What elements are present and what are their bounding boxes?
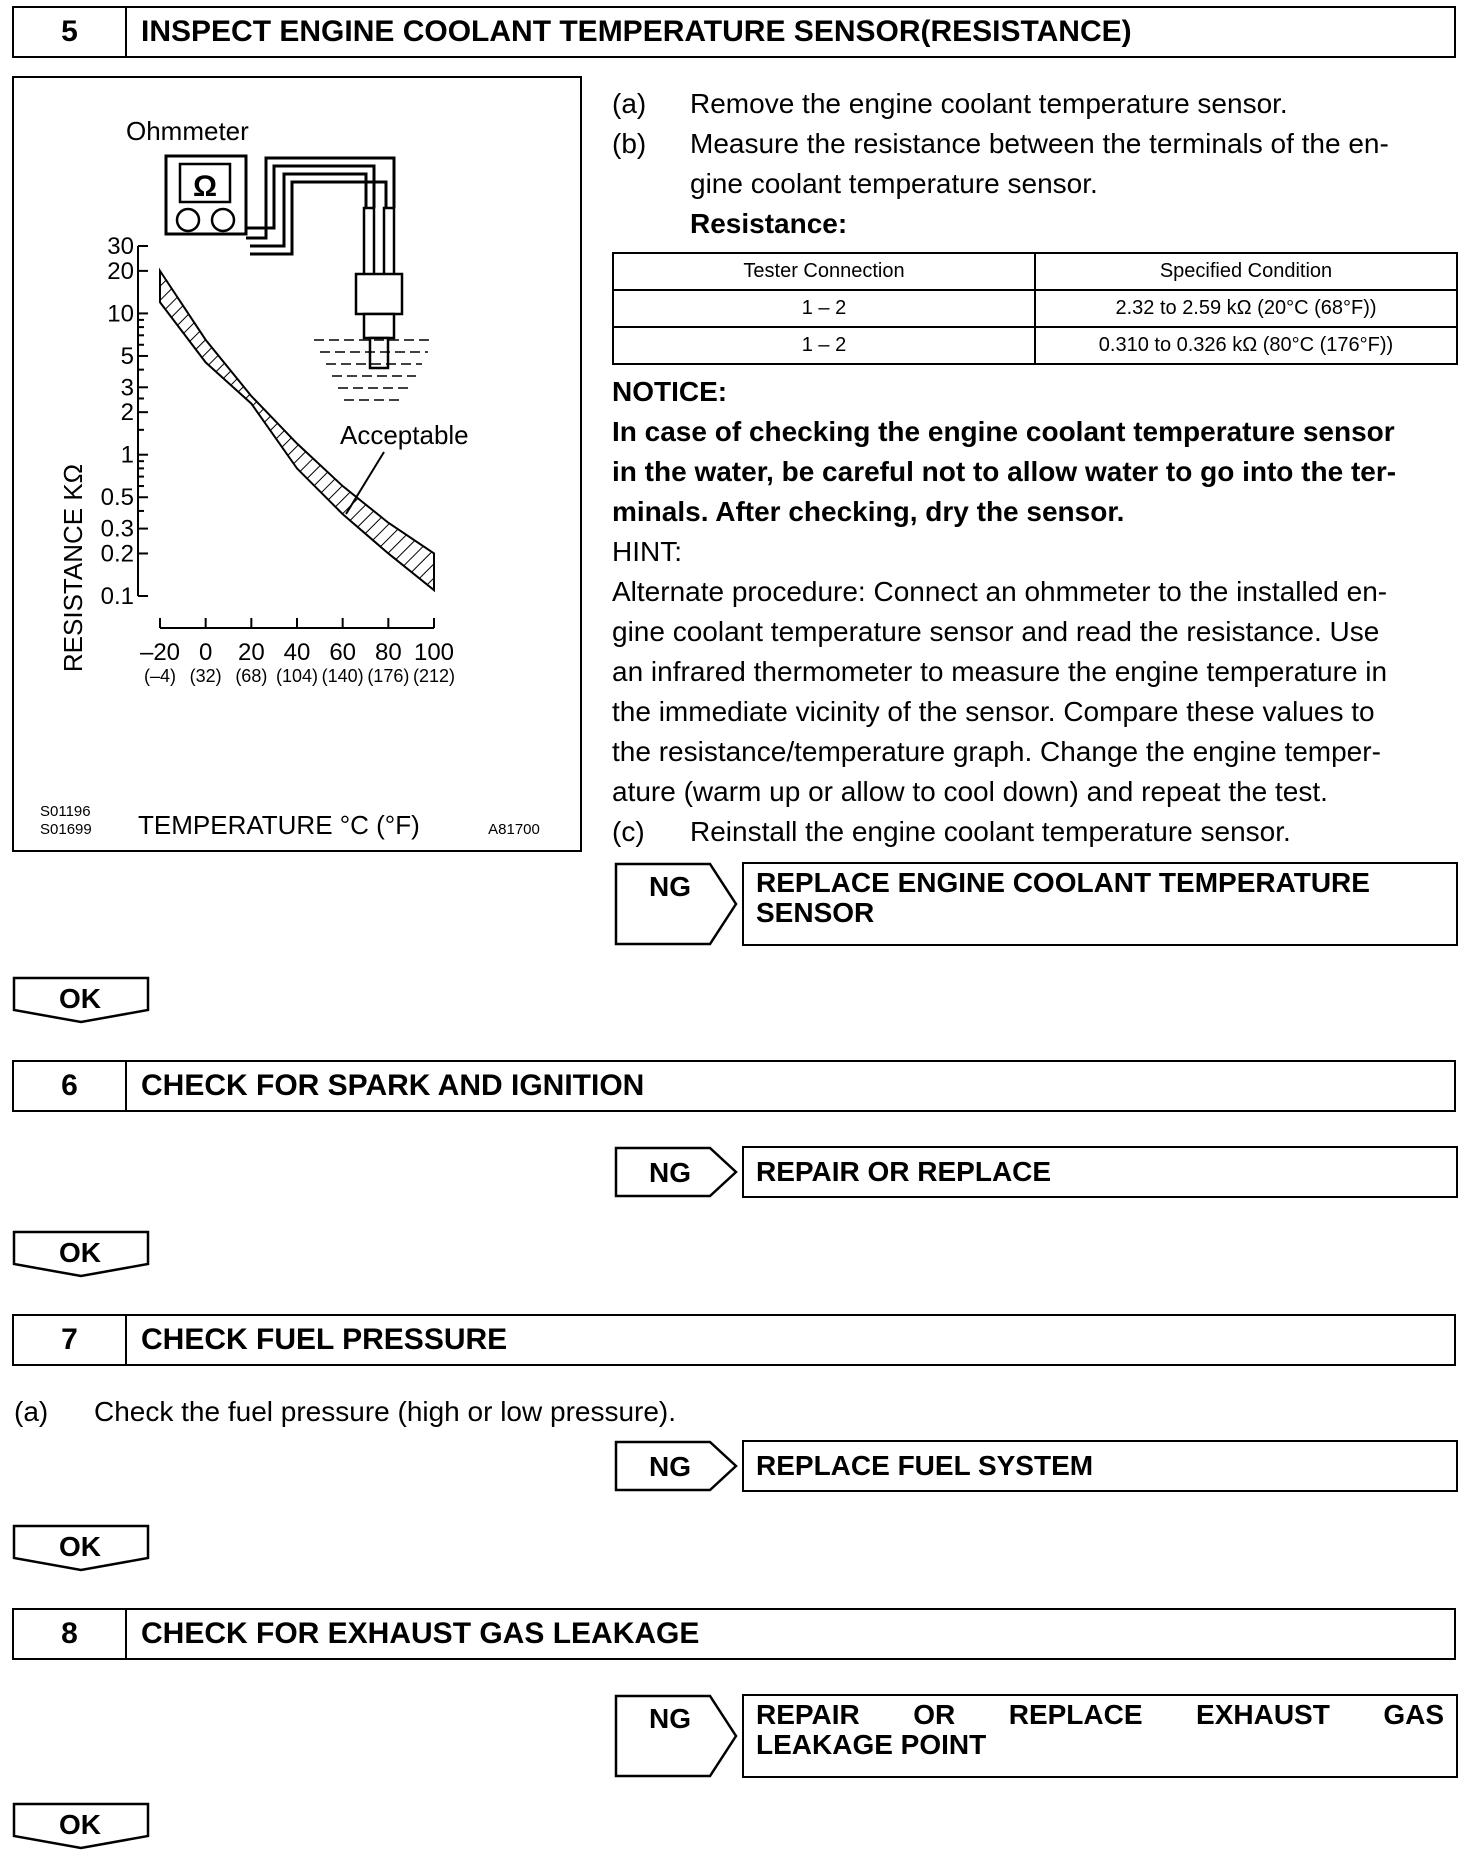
table-cell: 0.310 to 0.326 kΩ (80°C (176°F)) xyxy=(1035,327,1457,364)
step-text-line2: gine coolant temperature sensor. xyxy=(690,168,1098,199)
section-title: CHECK FOR SPARK AND IGNITION xyxy=(141,1069,645,1102)
x-tick-label: 100 xyxy=(413,639,455,666)
notice-line: In case of checking the engine coolant temperature sensor xyxy=(612,416,1395,447)
hint-line: the resistance/temperature graph. Change the engine temper- xyxy=(612,736,1381,767)
ok-label: OK xyxy=(59,1237,101,1268)
step-label: (a) xyxy=(612,88,647,119)
section-title: INSPECT ENGINE COOLANT TEMPERATURE SENSOR(RESISTANCE) xyxy=(141,15,1132,48)
sensor-icon xyxy=(356,208,402,368)
meter-symbol: Ω xyxy=(192,170,218,203)
ng-result-line1: REPAIR OR REPLACE EXHAUST GAS xyxy=(756,1699,1444,1730)
y-tick-label: 5 xyxy=(120,342,134,370)
step-text: Remove the engine coolant temperature sensor. xyxy=(690,88,1288,119)
annotation-label: Acceptable xyxy=(340,420,469,450)
table-header: Tester Connection xyxy=(613,253,1035,290)
table-header-row xyxy=(613,253,1457,290)
x-tick-label-f: (–4) xyxy=(143,666,177,686)
ng-label: NG xyxy=(649,1451,691,1482)
x-tick-label-f: (212) xyxy=(412,666,456,686)
ng-result-line1 xyxy=(756,868,1444,898)
section-title: CHECK FUEL PRESSURE xyxy=(141,1323,508,1356)
ng-arrow xyxy=(614,862,738,946)
hint-line: ature (warm up or allow to cool down) and repeat the test. xyxy=(612,776,1328,807)
figure-code-2: S01699 xyxy=(40,821,92,838)
ng-arrow xyxy=(614,1694,738,1778)
step-5a xyxy=(612,84,1462,124)
y-tick-label: 10 xyxy=(107,300,134,328)
ok-arrow xyxy=(12,1230,152,1280)
x-tick-label-f: (32) xyxy=(189,666,222,686)
ok-arrow xyxy=(12,976,152,1026)
y-tick-label: 20 xyxy=(107,257,134,285)
notice-line: minals. After checking, dry the sensor. xyxy=(612,496,1125,527)
y-tick-label: 0.3 xyxy=(100,515,134,543)
resistance-figure xyxy=(12,76,582,852)
ok-arrow xyxy=(12,1802,152,1852)
section-5-header xyxy=(12,6,1456,58)
hint-label: HINT: xyxy=(612,536,682,567)
x-tick-label-f: (68) xyxy=(235,666,268,686)
step-label: (a) xyxy=(14,1396,49,1427)
y-tick-label: 3 xyxy=(120,374,134,402)
ok-label: OK xyxy=(59,983,101,1014)
ok-label: OK xyxy=(59,1809,101,1840)
table-row xyxy=(613,290,1457,327)
x-tick-label: 60 xyxy=(329,639,357,666)
x-tick-label-f: (140) xyxy=(321,666,364,686)
table-cell: 1 – 2 xyxy=(613,290,1035,327)
y-axis-label: RESISTANCE KΩ xyxy=(58,463,88,673)
x-tick-label: 40 xyxy=(283,639,311,666)
y-tick-label: 2 xyxy=(120,399,134,427)
y-tick-label: 0.5 xyxy=(100,484,134,512)
y-tick-label: 1 xyxy=(120,441,134,469)
step-label: (b) xyxy=(612,128,647,159)
section-title: CHECK FOR EXHAUST GAS LEAKAGE xyxy=(141,1617,700,1650)
section-6-header xyxy=(12,1060,1456,1112)
x-tick-label-f: (104) xyxy=(275,666,319,686)
ng-arrow xyxy=(614,1440,738,1492)
section-number: 8 xyxy=(14,1610,127,1658)
step-label: (c) xyxy=(612,816,645,847)
y-tick-label: 0.2 xyxy=(100,540,134,568)
y-tick-label: 30 xyxy=(107,233,134,260)
hint-line: an infrared thermometer to measure the engine temperature in xyxy=(612,656,1388,687)
ng-result-box: REPLACE FUEL SYSTEM xyxy=(742,1440,1458,1492)
ohmmeter-icon xyxy=(166,156,246,234)
y-tick-label: 0.1 xyxy=(100,583,134,610)
ng-result-box xyxy=(742,862,1458,946)
step-text-line1: Measure the resistance between the terminals of the en- xyxy=(690,128,1389,159)
section-number: 6 xyxy=(14,1062,127,1110)
ng-result-box xyxy=(742,1694,1458,1778)
ng-arrow xyxy=(614,1146,738,1198)
ng-label: NG xyxy=(649,871,691,902)
section-number: 5 xyxy=(14,8,127,56)
step-text: Reinstall the engine coolant temperature sensor. xyxy=(690,816,1291,847)
ok-label: OK xyxy=(59,1531,101,1562)
ng-label: NG xyxy=(649,1157,691,1188)
step-text: Check the fuel pressure (high or low pressure). xyxy=(94,1396,677,1427)
step-7a xyxy=(14,1392,914,1432)
ng-result-line2: SENSOR xyxy=(756,897,875,928)
hint-line: Alternate procedure: Connect an ohmmeter to the installed en- xyxy=(612,576,1388,607)
ng-label: NG xyxy=(649,1703,691,1734)
figure-id: A81700 xyxy=(488,821,540,838)
table-header: Specified Condition xyxy=(1035,253,1457,290)
ok-arrow xyxy=(12,1524,152,1574)
resistance-label: Resistance: xyxy=(690,208,848,239)
hint-line: the immediate vicinity of the sensor. Compare these values to xyxy=(612,696,1375,727)
table-cell: 1 – 2 xyxy=(613,327,1035,364)
ng-result-text: REPLACE ENGINE COOLANT TEMPERATURE xyxy=(756,867,1370,898)
table-cell: 2.32 to 2.59 kΩ (20°C (68°F)) xyxy=(1035,290,1457,327)
notice-label: NOTICE: xyxy=(612,376,728,407)
step-5c xyxy=(612,812,1462,852)
x-tick-label: –20 xyxy=(139,639,181,666)
x-tick-label: 80 xyxy=(374,639,402,666)
spec-table xyxy=(612,252,1458,365)
section-8-header xyxy=(12,1608,1456,1660)
ng-result-box: REPAIR OR REPLACE xyxy=(742,1146,1458,1198)
x-tick-label: 0 xyxy=(198,639,213,666)
resistance-chart xyxy=(14,78,580,850)
section-7-header xyxy=(12,1314,1456,1366)
meter-label: Ohmmeter xyxy=(126,116,249,146)
x-axis-label: TEMPERATURE °C (°F) xyxy=(138,810,420,840)
x-tick-label-f: (176) xyxy=(367,666,410,686)
table-row xyxy=(613,327,1457,364)
x-tick-label: 20 xyxy=(237,639,265,666)
ng-result-line2: LEAKAGE POINT xyxy=(756,1729,987,1760)
figure-code-1: S01196 xyxy=(40,803,91,820)
section-number: 7 xyxy=(14,1316,127,1364)
hint-line: gine coolant temperature sensor and read the resistance. Use xyxy=(612,616,1380,647)
notice-line: in the water, be careful not to allow water to go into the ter- xyxy=(612,456,1397,487)
step-5b xyxy=(612,124,1462,244)
